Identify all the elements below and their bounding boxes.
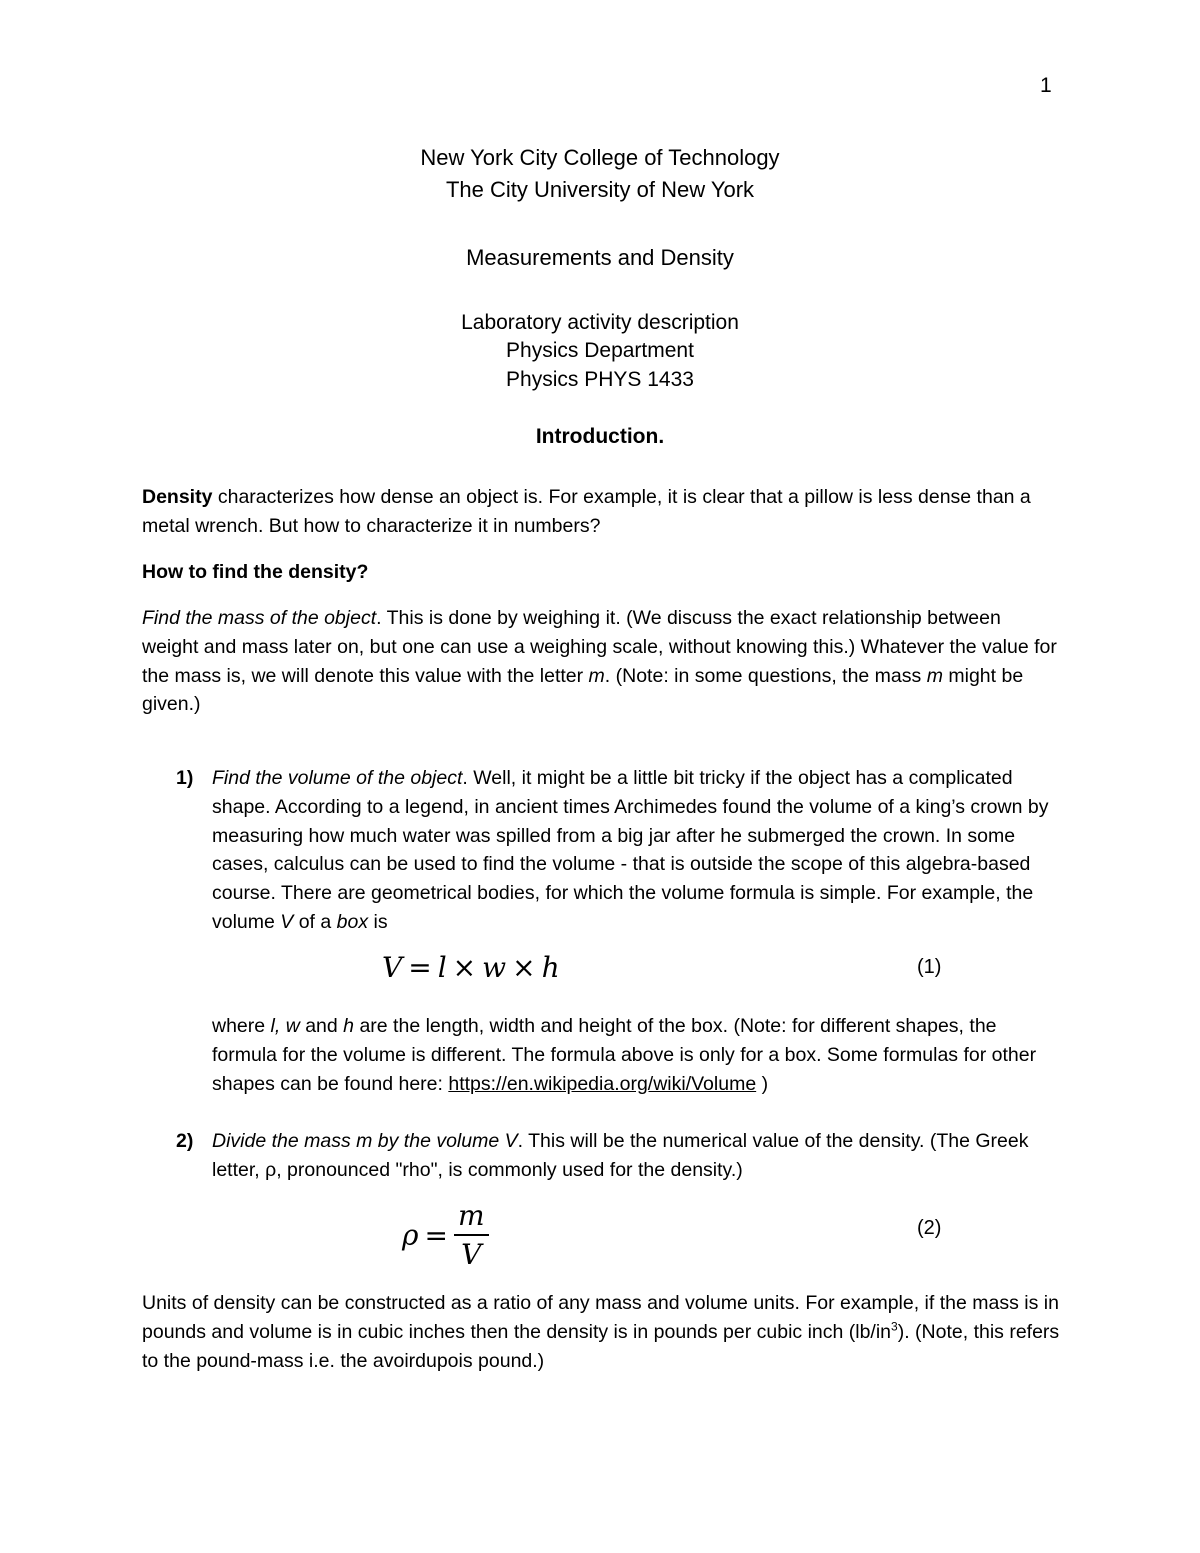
formula-1-equals: = xyxy=(408,951,432,984)
step-1-number: 1) xyxy=(176,767,194,789)
university-name: The City University of New York xyxy=(445,177,755,202)
formula-1-h: h xyxy=(541,951,560,984)
section-heading: Introduction. xyxy=(535,425,665,448)
formula-1-label: (1) xyxy=(917,956,942,978)
density-fraction xyxy=(454,1199,489,1271)
density-term: Density xyxy=(142,486,213,508)
college-name: New York City College of Technology xyxy=(420,145,780,170)
step-2-number: 2) xyxy=(176,1130,194,1152)
step-1-after-body xyxy=(212,1012,1062,1098)
volume-symbol: V xyxy=(280,910,294,933)
step-2-body xyxy=(212,1127,1062,1185)
mass-paragraph xyxy=(142,604,1062,719)
units-superscript: 3 xyxy=(891,1319,898,1334)
page-number: 1 xyxy=(1040,74,1052,97)
fraction-numerator: m xyxy=(454,1199,489,1236)
step-1-body xyxy=(212,764,1062,937)
mass-text-3: might be given.) xyxy=(142,664,1024,716)
after-text-2: and xyxy=(299,1015,344,1037)
mass-symbol-1: m xyxy=(588,664,605,687)
formula-1-lhs: V xyxy=(382,951,403,984)
after-text-3: are the length, width and height of the box. (Note: for different shapes, the formula for the volume is different. The formula above is only for a box. Some formulas for other shapes can be found here: xyxy=(212,1015,1037,1095)
how-heading: How to find the density? xyxy=(142,561,369,583)
box-word: box xyxy=(336,910,369,933)
fraction-denominator: V xyxy=(461,1238,482,1271)
after-text-1: where xyxy=(212,1015,271,1037)
step-1-lead: Find the volume of the object xyxy=(212,767,463,789)
step-1-text-2: of a xyxy=(293,910,337,933)
mass-lead: Find the mass of the object xyxy=(142,607,377,629)
formula-2-equals: = xyxy=(424,1218,448,1252)
width-symbol: w xyxy=(285,1015,300,1037)
intro-text: characterizes how dense an object is. For example, it is clear that a pillow is less dense than a metal wrench. But how to characterize it in numbers? xyxy=(142,486,1031,537)
formula-2-lhs: ρ xyxy=(402,1218,419,1252)
units-text-1: Units of density can be constructed as a ratio of any mass and volume units. For example, if the mass is in pounds and volume is in cubic inches then the density is in pounds per cubic inch (lb/in xyxy=(142,1292,1059,1343)
course-label: Physics PHYS 1433 xyxy=(506,368,694,391)
intro-paragraph xyxy=(142,483,1062,541)
step-2-lead: Divide the mass m by the volume V xyxy=(212,1130,518,1152)
after-text-4: ) xyxy=(756,1072,769,1095)
formula-2-label: (2) xyxy=(917,1217,942,1239)
formula-1-w: w xyxy=(482,951,507,984)
volume-wikipedia-link[interactable]: https://en.wikipedia.org/wiki/Volume xyxy=(448,1072,757,1095)
formula-density xyxy=(402,1199,489,1271)
step-1-text-3: is xyxy=(368,910,388,933)
activity-label: Laboratory activity description xyxy=(461,311,739,334)
formula-volume xyxy=(382,951,560,984)
department-label: Physics Department xyxy=(506,339,694,362)
document-title: Measurements and Density xyxy=(466,245,734,270)
mass-symbol-2: m xyxy=(926,664,943,687)
units-paragraph xyxy=(142,1289,1062,1375)
step-1-text-1: . Well, it might be a little bit tricky if the object has a complicated shape. According to a legend, in ancient times Archimedes found the volume of a king’s crown by measuring how much water was spilled from a big jar after he submerged the crown. In some cases, calculus can be used to find the volume - that is outside the scope of this algebra-based course. There are geometrical bodies, for which the volume formula is simple. For example, the volume xyxy=(212,767,1049,933)
length-symbol: l, xyxy=(270,1015,281,1037)
formula-1-times-2: × xyxy=(512,951,536,984)
formula-1-l: l xyxy=(437,951,447,984)
mass-text-2: . (Note: in some questions, the mass xyxy=(604,664,927,687)
height-symbol: h xyxy=(343,1015,355,1037)
units-text-2: ). (Note, this refers to the pound-mass i.e. the avoirdupois pound.) xyxy=(142,1320,1060,1372)
mass-text-1: . This is done by weighing it. (We discuss the exact relationship between weight and mass later on, but one can use a weighing scale, without knowing this.) Whatever the value for the mass is, we will denote this value with the letter xyxy=(142,607,1057,687)
formula-1-times-1: × xyxy=(452,951,477,984)
step-2-text: . This will be the numerical value of the density. (The Greek letter, ρ, pronounced "rho", is commonly used for the density.) xyxy=(212,1130,1029,1181)
